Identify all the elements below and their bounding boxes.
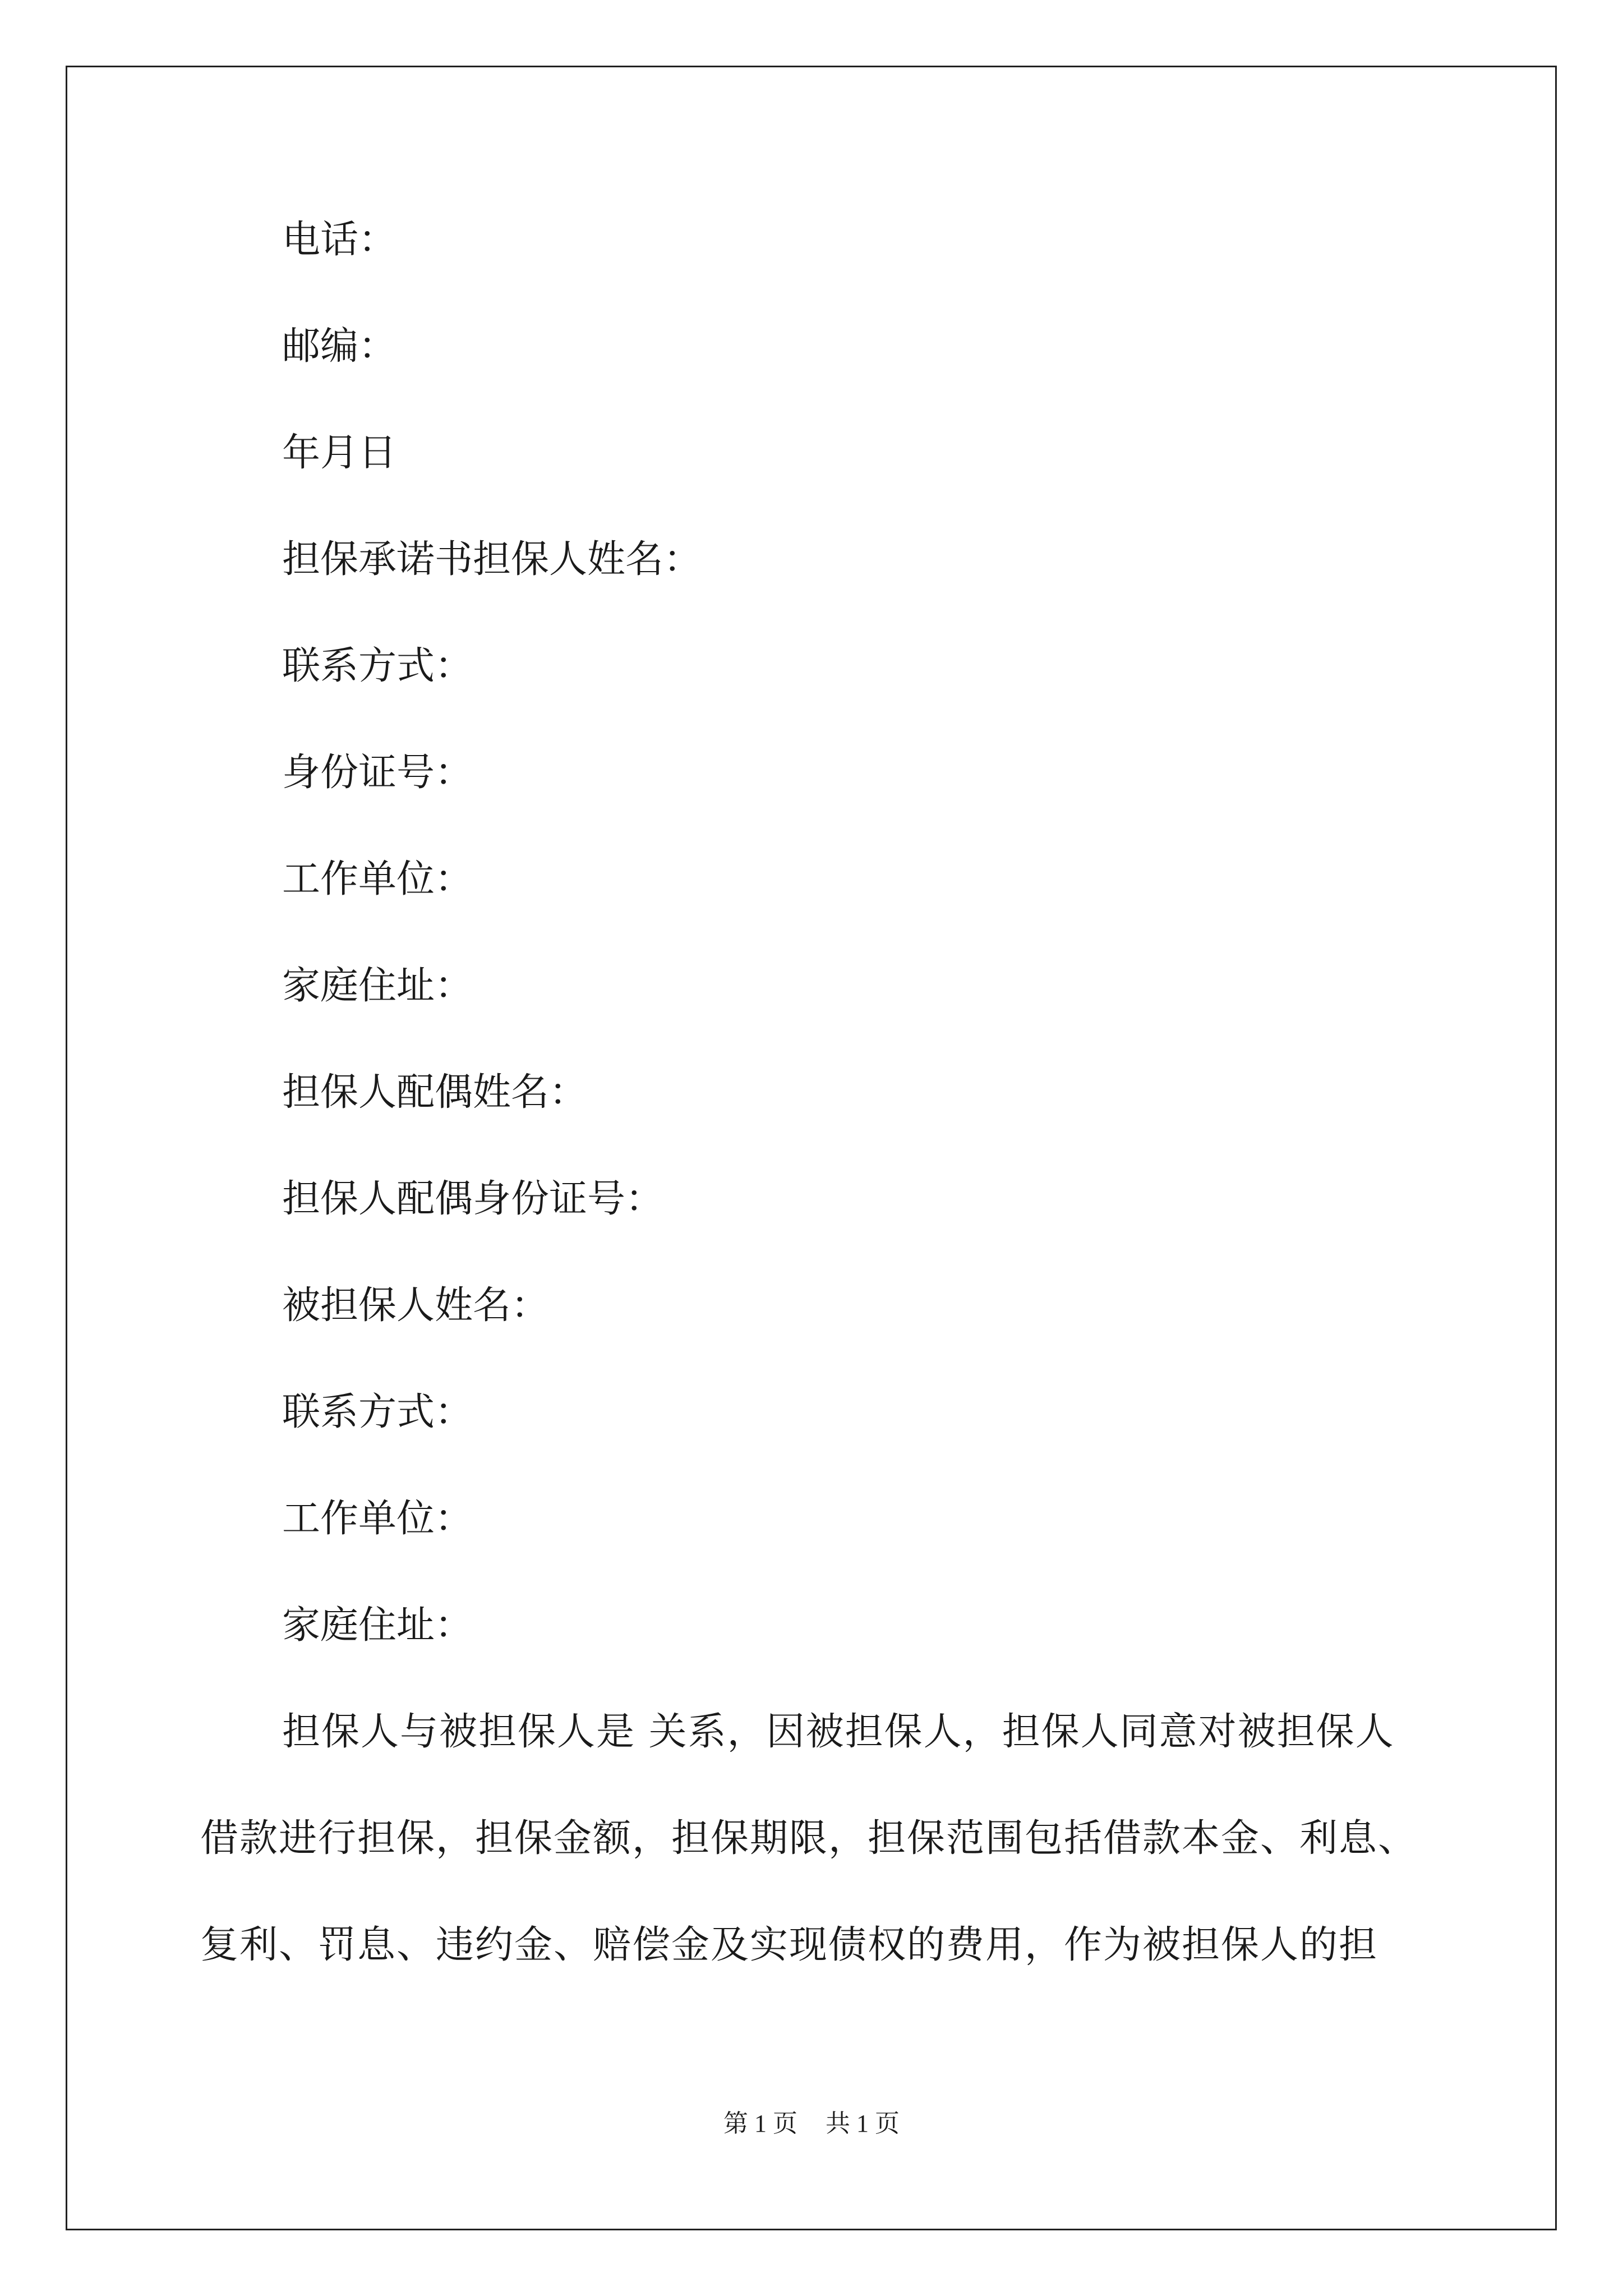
- field-spouse-id: 担保人配偶身份证号：: [282, 1177, 664, 1221]
- field-guarantor-name: 担保承诺书担保人姓名：: [282, 537, 702, 582]
- field-guarantor-contact: 联系方式：: [282, 644, 473, 688]
- field-guaranteed-name: 被担保人姓名：: [282, 1283, 550, 1328]
- page-footer: [0, 2108, 1623, 2139]
- field-guaranteed-employer: 工作单位：: [282, 1497, 473, 1541]
- field-guarantor-employer: 工作单位：: [282, 857, 473, 901]
- field-guarantor-id: 身份证号：: [282, 751, 473, 795]
- page-number: 第 1 页: [723, 2110, 797, 2137]
- field-date: 年月日: [282, 431, 397, 475]
- paragraph-line: 借款进行担保，担保金额，担保期限，担保范围包括借款本金、利息、: [200, 1816, 1418, 1861]
- field-spouse-name: 担保人配偶姓名：: [282, 1070, 588, 1115]
- paragraph-line: 复利、罚息、违约金、赔偿金及实现债权的费用，作为被担保人的担: [200, 1923, 1378, 1967]
- field-guaranteed-address: 家庭住址：: [282, 1603, 473, 1648]
- page-total: 共 1 页: [826, 2110, 900, 2137]
- field-postcode: 邮编：: [282, 324, 397, 369]
- field-guarantor-address: 家庭住址：: [282, 964, 473, 1008]
- document-body: [200, 213, 1456, 2025]
- field-guaranteed-contact: 联系方式：: [282, 1390, 473, 1434]
- field-phone: 电话：: [282, 218, 397, 262]
- paragraph-line: 担保人与被担保人是 关系，因被担保人，担保人同意对被担保人: [282, 1710, 1395, 1754]
